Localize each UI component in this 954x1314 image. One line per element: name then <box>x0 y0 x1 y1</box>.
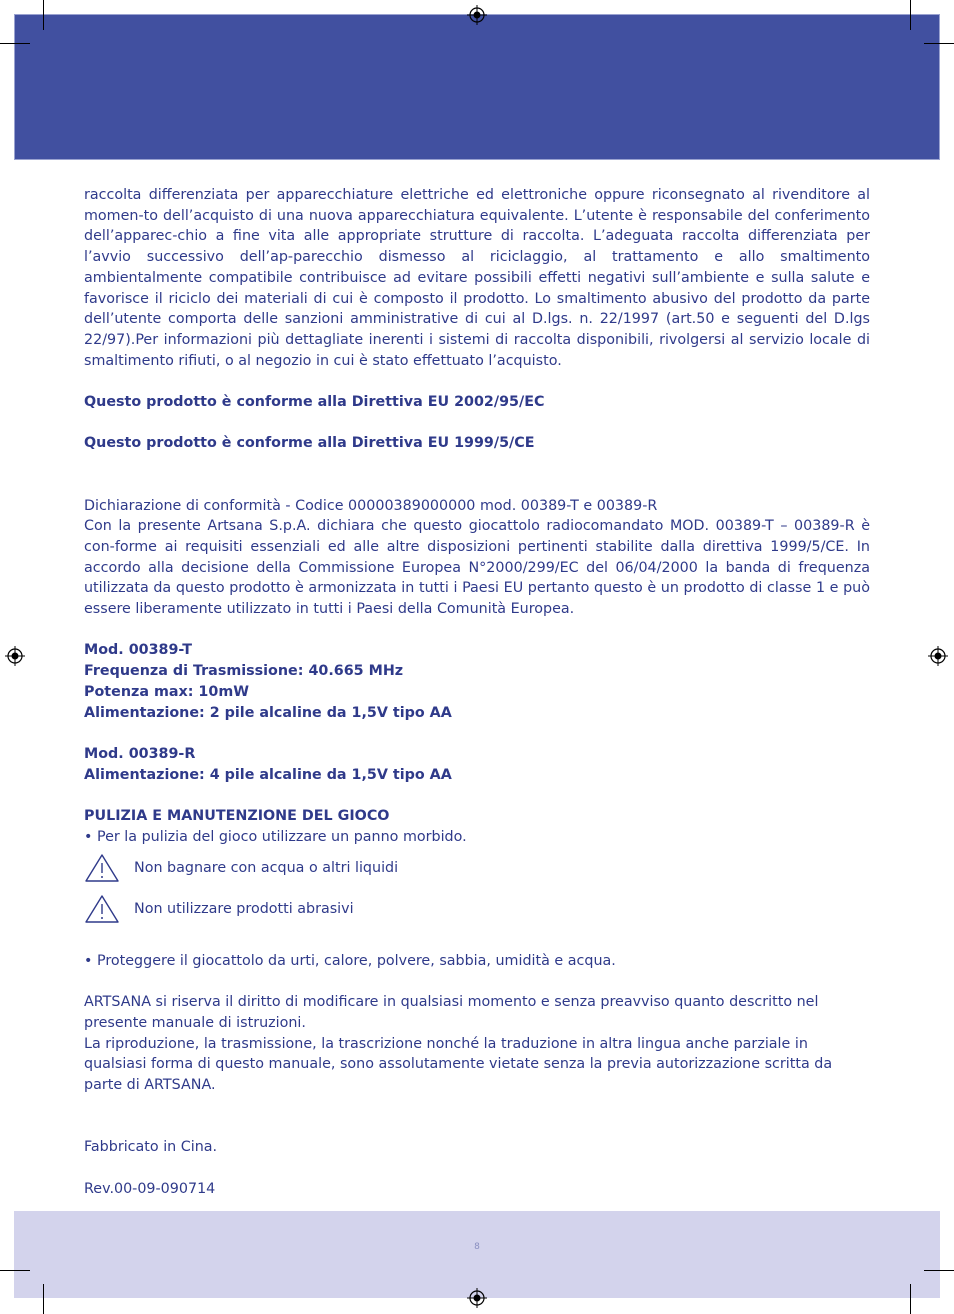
warning-row <box>84 889 870 930</box>
conformity-text: Con la presente Artsana S.p.A. dichiara che questo giocattolo radiocomandato MOD. 00389-T – 00389-R è con-forme ai requisiti essenziali ed alle altre disposizioni pertinenti stabilite dalla direttiva 1999/5/CE. In accordo alla decisione della Commissione Europea N°2000/299/EC del 06/04/2000 la banda di frequenza utilizzata da questo prodotto è armonizzata in tutti i Paesi EU pertanto questo è un prodotto di classe 1 e può essere liberamente utilizzato in tutti i Paesi della Comunità Europea. <box>84 518 870 618</box>
crop-mark <box>910 0 911 30</box>
warning-triangle-icon <box>84 894 120 924</box>
registration-mark-icon <box>467 5 487 25</box>
made-in: Fabbricato in Cina. <box>84 1139 218 1156</box>
crop-mark <box>924 43 954 44</box>
crop-mark <box>910 1284 911 1314</box>
mod-t-title: Mod. 00389-T <box>84 642 193 659</box>
directive-1999-5: Questo prodotto è conforme alla Direttiva EU 1999/5/CE <box>84 435 535 452</box>
document-body <box>84 185 870 1199</box>
registration-mark-icon <box>928 646 948 666</box>
rights-notice: ARTSANA si riserva il diritto di modificare in qualsiasi momento e senza preavviso quanto descritto nel presente manuale di istruzioni. <box>84 994 819 1031</box>
crop-mark <box>924 1270 954 1271</box>
warning-row <box>84 847 870 888</box>
cleaning-item: • Per la pulizia del gioco utilizzare un panno morbido. <box>84 828 467 845</box>
copyright-notice: La riproduzione, la trasmissione, la trascrizione nonché la traduzione in altra lingua anche parziale in qualsiasi forma di questo manuale, sono assolutamente vietate senza la previa autorizzazione scritta da parte di ARTSANA. <box>84 1035 833 1094</box>
crop-mark <box>0 1270 30 1271</box>
cleaning-title: PULIZIA E MANUTENZIONE DEL GIOCO <box>84 808 390 824</box>
page-number: 8 <box>474 1242 480 1252</box>
footer-band <box>14 1211 940 1298</box>
mod-t-power: Potenza max: 10mW <box>84 683 249 700</box>
header-band <box>14 14 940 160</box>
crop-mark <box>0 43 30 44</box>
disposal-paragraph: raccolta differenziata per apparecchiature elettriche ed elettroniche oppure riconsegnato al rivenditore al momen-to dell’acquisto di una nuova apparecchiatura equivalente. L’utente è responsabile del conferimento dell’apparec-chio a fine vita alle appropriate strutture di raccolta. L’adeguata raccolta differenziata per l’avvio successivo dell’ap-parecchio dismesso al riciclaggio, al trattamento e allo smaltimento ambientalmente compatibile contribuisce ad evitare possibili effetti negativi sull’ambiente e sulla salute e favorisce il riciclo dei materiali di cui è composto il prodotto. Lo smaltimento abusivo del prodotto da parte dell’utente comporta delle sanzioni amministrative di cui al D.lgs. n. 22/1997 (art.50 e seguenti del D.lgs 22/97).Per informazioni più dettagliate inerenti i sistemi di raccolta disponibili, rivolgersi al servizio locale di smaltimento rifiuti, o al negozio in cui è stato effettuato l’acquisto. <box>84 187 870 369</box>
mod-r-title: Mod. 00389-R <box>84 745 196 762</box>
warning-text: Non bagnare con acqua o altri liquidi <box>134 859 399 876</box>
mod-t-supply: Alimentazione: 2 pile alcaline da 1,5V tipo AA <box>84 704 452 721</box>
registration-mark-icon <box>5 646 25 666</box>
warning-text: Non utilizzare prodotti abrasivi <box>134 901 354 918</box>
crop-mark <box>43 1284 44 1314</box>
crop-mark <box>43 0 44 30</box>
mod-r-supply: Alimentazione: 4 pile alcaline da 1,5V tipo AA <box>84 766 452 783</box>
revision: Rev.00-09-090714 <box>84 1180 216 1197</box>
conformity-title: Dichiarazione di conformità - Codice 00000389000000 mod. 00389-T e 00389-R <box>84 497 658 514</box>
warning-triangle-icon <box>84 853 120 883</box>
registration-mark-icon <box>467 1288 487 1308</box>
cleaning-item: • Proteggere il giocattolo da urti, calore, polvere, sabbia, umidità e acqua. <box>84 952 616 969</box>
directive-2002-95: Questo prodotto è conforme alla Direttiva EU 2002/95/EC <box>84 394 545 411</box>
mod-t-frequency: Frequenza di Trasmissione: 40.665 MHz <box>84 663 404 680</box>
